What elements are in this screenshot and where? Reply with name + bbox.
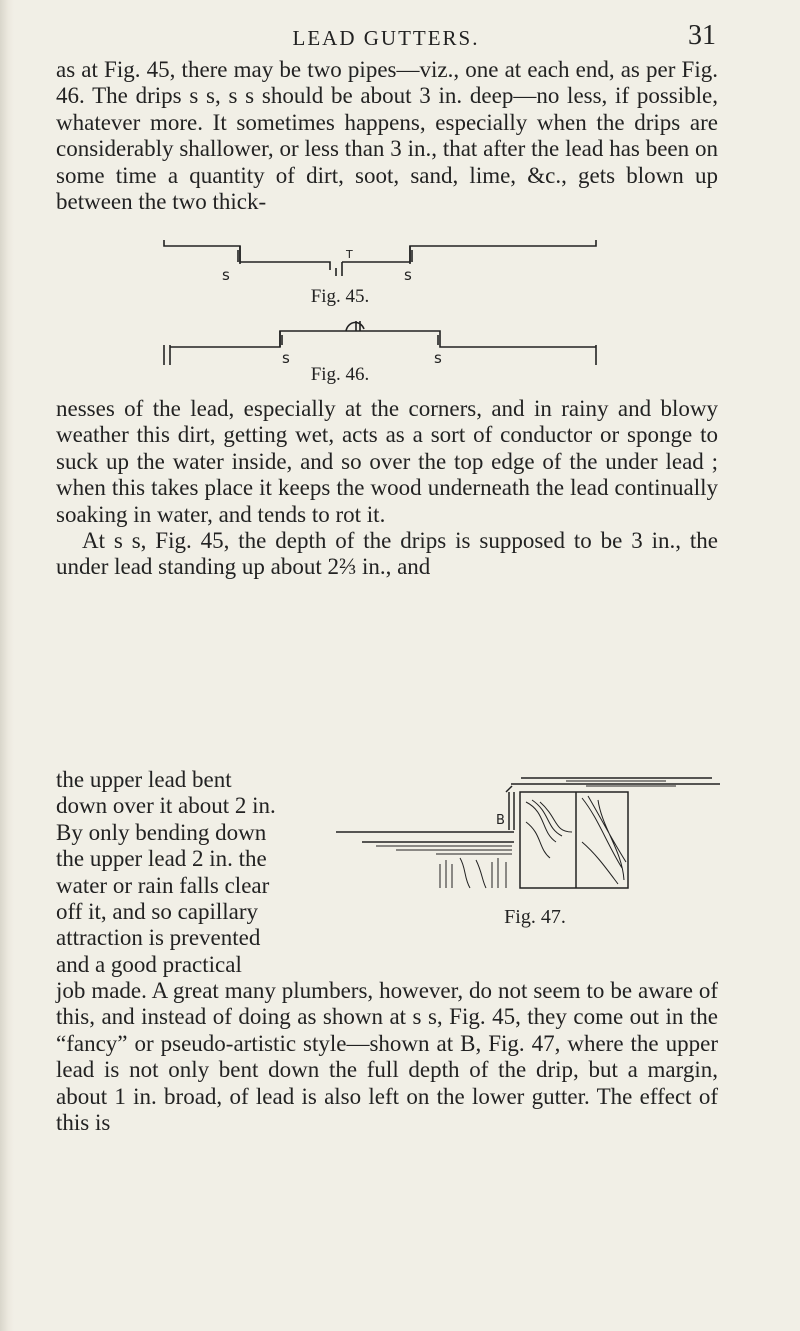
wrap-line: By only bending down — [56, 819, 267, 845]
running-header — [56, 20, 716, 54]
figure-45-caption: Fig. 45. — [310, 286, 370, 307]
fig47-label-b: B — [496, 813, 505, 828]
wrap-line: the upper lead 2 in. the — [56, 846, 267, 872]
wrap-line: the upper lead bent — [56, 767, 232, 792]
figure-47-diagram — [336, 772, 736, 900]
wrap-line: attraction is prevented — [56, 925, 261, 951]
wrap-line: and a good practical — [56, 951, 242, 977]
figure-46-caption: Fig. 46. — [310, 364, 370, 385]
paragraph-2: nesses of the lead, especially at the corners, and in rainy and blowy weather this dirt, getting wet, acts as a sort of conductor or sponge to suck up the water inside, and so over the top edge of the under lead ; when this takes place it keeps the wood underneath the lead continually soaking in water, and tends to rot it. — [56, 396, 718, 527]
paragraph-1: as at Fig. 45, there may be two pipes—viz., one at each end, as per Fig. 46. The drips s s, s s should be about 3 in. deep—no less, if possible, whatever more. It sometimes happens, especially when the drips are considerably shallower, or less than 3 in., that after the lead has been on some time a quantity of dirt, soot, sand, lime, &c., gets blown up between the two thick- — [56, 57, 718, 215]
paragraph-3-wrapped-lines — [56, 767, 356, 978]
wrap-line: water or rain falls clear — [56, 872, 270, 898]
running-title: LEAD GUTTERS. — [292, 26, 480, 50]
fig46-label-left: s — [282, 349, 290, 367]
fig45-label-center: T — [346, 248, 353, 261]
wrap-line: down over it about 2 in. — [56, 793, 276, 819]
fig46-label-right: s — [434, 349, 442, 367]
page-binding-edge — [0, 0, 14, 1331]
page-number: 31 — [688, 20, 716, 51]
paragraph-3-full-width: At s s, Fig. 45, the depth of the drips is supposed to be 3 in., the under lead standing up about 2⅔ in., and — [56, 528, 718, 580]
fig45-label-right: s — [404, 266, 412, 284]
wrap-line: off it, and so capillary — [56, 899, 259, 925]
fig45-label-left: s — [222, 266, 230, 284]
paragraph-4: job made. A great many plumbers, however, do not seem to be aware of this, and instead of doing as shown at s s, Fig. 45, they come out in the “fancy” or pseudo-artistic style—shown at B, Fig. 47, where the upper lead is not only bent down the full depth of the drip, but a margin, about 1 in. broad, of lead is also left on the lower gutter. The effect of this is — [56, 978, 718, 1136]
figure-47-caption: Fig. 47. — [504, 906, 566, 928]
